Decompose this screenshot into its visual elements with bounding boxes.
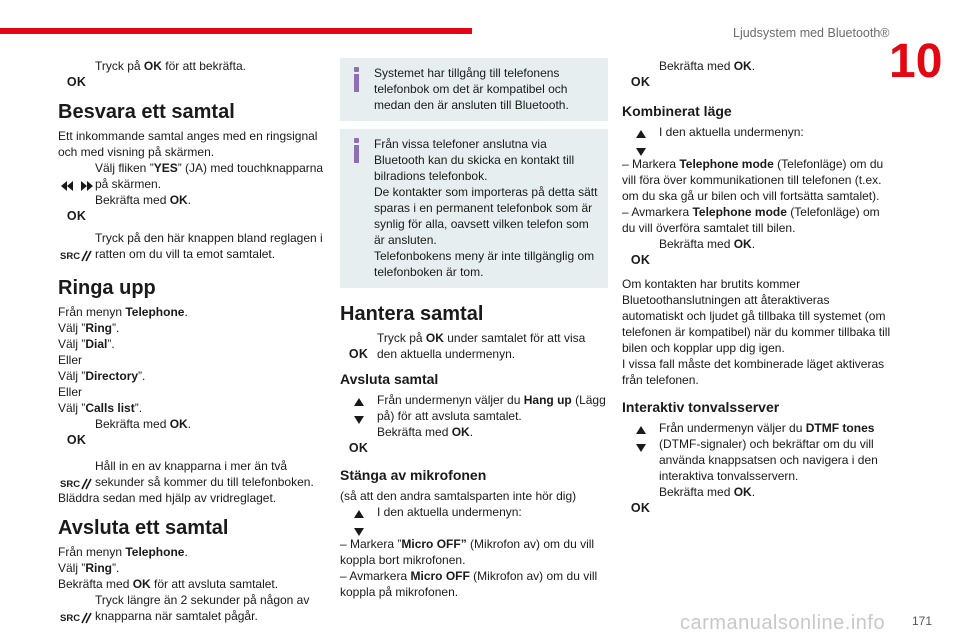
up-down-arrows-icon [622, 420, 659, 452]
heading-mute-microphone: Stänga av mikrofonen [340, 467, 487, 483]
heading-answer-call: Besvara ett samtal [58, 101, 235, 123]
up-down-arrows-icon [340, 504, 377, 536]
svg-text:SRC: SRC [59, 613, 80, 624]
dtmf-step-select: Från undermenyn väljer du DTMF tones (DTMF-signaler) och bekräftar om du vill använda knappsatsen och navigera i den interaktiva tonvalsservern. [622, 420, 894, 484]
manage-step-ok: OK Tryck på OK under samtalet för att visa den aktuella undermenyn. [340, 330, 608, 362]
column-3: OK Bekräfta med OK. Kombinerat läge I den aktuella undermenyn: – Markera Telephone mode (Telefonläge) om du vill föra över kommunikationen till telefonen (t.ex. om du ska gå ur bilen och vill fortsätta samtalet). – Avmarkera Telephone mode (Telefonläge) om du vill överföra samtalet till bilen. OK Bekräfta med OK. Om kontakten har brutits kommer Bluetoothanslutningen att återaktiveras automatiskt och ljudet gå tillbaka till systemet (om telefonen är kompatibel) när du kommer tillbaka till bilen och kopplar upp dig igen. I vissa fall måste det kombinerade läget aktiveras från telefonen. Interaktiv tonvalsserver Från undermenyn väljer du DTMF tones (DTMF-signaler) och bekräftar om du vill använda knappsatsen och navigera i den interaktiva tonvalsservern. OK Bekräfta med OK. [622, 58, 894, 516]
ok-button-icon: OK [66, 209, 87, 223]
heading-manage-calls: Hantera samtal [340, 303, 484, 325]
heading-combined-mode: Kombinerat läge [622, 103, 732, 119]
heading-end-call: Avsluta ett samtal [58, 517, 229, 539]
ok-button-icon: OK [348, 347, 369, 361]
left-right-arrows-icon [58, 160, 95, 192]
end-step-src: SRC Tryck längre än 2 sekunder på någon av knapparna när samtalet pågår. [59, 593, 310, 624]
column-1: OK Tryck på OK för att bekräfta. Besvara ett samtal Ett inkommande samtal anges med en ringsignal och med visning på skärmen. Välj fliken ”YES” (JA) med touchknapparna på skärmen. OK Bekräfta med OK. SRC Tryck på den här knappen bland reglagen i ratten om du vill ta emot samtalet. Ringa upp Från menyn Telephone. Välj ”Ring”. Välj ”Dial”. Eller Välj ”Directory”. Eller Välj ”Calls list”. OK Bekräfta med OK. SRC Håll in en av knapparna i mer än två sekunder så kommer du till telefonboken. Bläddra sedan med hjälp av vridreglaget. Avsluta ett samtal Från menyn Telephone. Välj ”Ring”. Bekräfta med OK för att avsluta samtalet. SRC Tryck längre än 2 sekunder på någon av knapparna när samtalet pågår. [58, 58, 326, 624]
ok-button-icon: OK [630, 501, 651, 515]
ok-button-icon: OK [630, 75, 651, 89]
ok-button-icon: OK [66, 433, 87, 447]
heading-hang-up: Avsluta samtal [340, 371, 439, 387]
heading-call: Ringa upp [58, 277, 156, 299]
answer-step-yes: Välj fliken ”YES” (JA) med touchknapparna på skärmen. [58, 160, 326, 192]
answer-step-ok: OK Bekräfta med OK. [58, 192, 326, 224]
answer-step-src: SRC Tryck på den här knappen bland reglagen i ratten om du vill ta emot samtalet. [59, 231, 323, 262]
heading-dtmf-server: Interaktiv tonvalsserver [622, 399, 780, 415]
svg-text:SRC: SRC [59, 251, 80, 262]
chapter-number: 10 [889, 35, 943, 88]
hangup-step-ok: OK Bekräfta med OK. [340, 424, 608, 456]
ok-button-icon: OK [630, 253, 651, 267]
confirm-step: OK Tryck på OK för att bekräfta. [58, 58, 326, 90]
mute-step-submenu: I den aktuella undermenyn: [340, 504, 608, 536]
info-box-contact-import: Från vissa telefoner anslutna via Bluetooth kan du skicka en kontakt till bilradions telefonbok. De kontakter som importeras på detta sätt sparas i en permanent telefonbok som är synlig för alla, oavsett vilken telefon som är ansluten. Telefonbokens meny är inte tillgänglig om telefonboken är tom. [340, 129, 608, 288]
info-icon [348, 136, 364, 280]
info-icon [348, 65, 364, 113]
steering-src-phone-icon [58, 592, 95, 624]
column-2: Systemet har tillgång till telefonens telefonbok om det är kompatibel och medan den är ansluten till Bluetooth. Från vissa telefoner anslutna via Bluetooth kan du skicka en kontakt till bilradions telefonbok. De kontakter som importeras på detta sätt sparas i en permanent telefonbok som är synlig för alla, oavsett vilken telefon som är ansluten. Telefonbokens meny är inte tillgänglig om telefonboken är tom. Hantera samtal OK Tryck på OK under samtalet för att visa den aktuella undermenyn. Avsluta samtal Från undermenyn väljer du Hang up (Lägg på) för att avsluta samtalet. OK Bekräfta med OK. Stänga av mikrofonen (så att den andra samtalsparten inte hör dig) I den aktuella undermenyn: – Markera ”Micro OFF” (Mikrofon av) om du vill koppla bort mikrofonen. – Avmarkera Micro OFF (Mikrofon av) om du vill koppla på mikrofonen. [340, 58, 608, 600]
info-box-phonebook-access: Systemet har tillgång till telefonens telefonbok om det är kompatibel och medan den är ansluten till Bluetooth. [340, 58, 608, 121]
combined-step-submenu: I den aktuella undermenyn: [622, 124, 894, 156]
confirm-step: OK Bekräfta med OK. [622, 58, 894, 90]
page-header-title: Ljudsystem med Bluetooth® [733, 26, 890, 40]
up-down-arrows-icon [622, 124, 659, 156]
ok-button-icon: OK [348, 441, 369, 455]
page-number: 171 [912, 614, 933, 628]
chapter-color-bar [0, 28, 472, 34]
combined-step-ok: OK Bekräfta med OK. [622, 236, 894, 268]
watermark: carmanualsonline.info [680, 612, 886, 634]
answer-intro: Ett inkommande samtal anges med en ringsignal och med visning på skärmen. [58, 129, 318, 159]
dtmf-step-ok: OK Bekräfta med OK. [622, 484, 894, 516]
call-step-src: SRC Håll in en av knapparna i mer än två sekunder så kommer du till telefonboken. [59, 459, 314, 490]
ok-button-icon: OK [66, 75, 87, 89]
steering-src-phone-icon [58, 458, 95, 490]
steering-src-phone-icon [58, 230, 95, 262]
hangup-step-select: Från undermenyn väljer du Hang up (Lägg på) för att avsluta samtalet. [340, 392, 608, 424]
call-step-ok: OK Bekräfta med OK. [58, 416, 326, 448]
up-down-arrows-icon [340, 392, 377, 424]
svg-text:SRC: SRC [59, 479, 80, 490]
